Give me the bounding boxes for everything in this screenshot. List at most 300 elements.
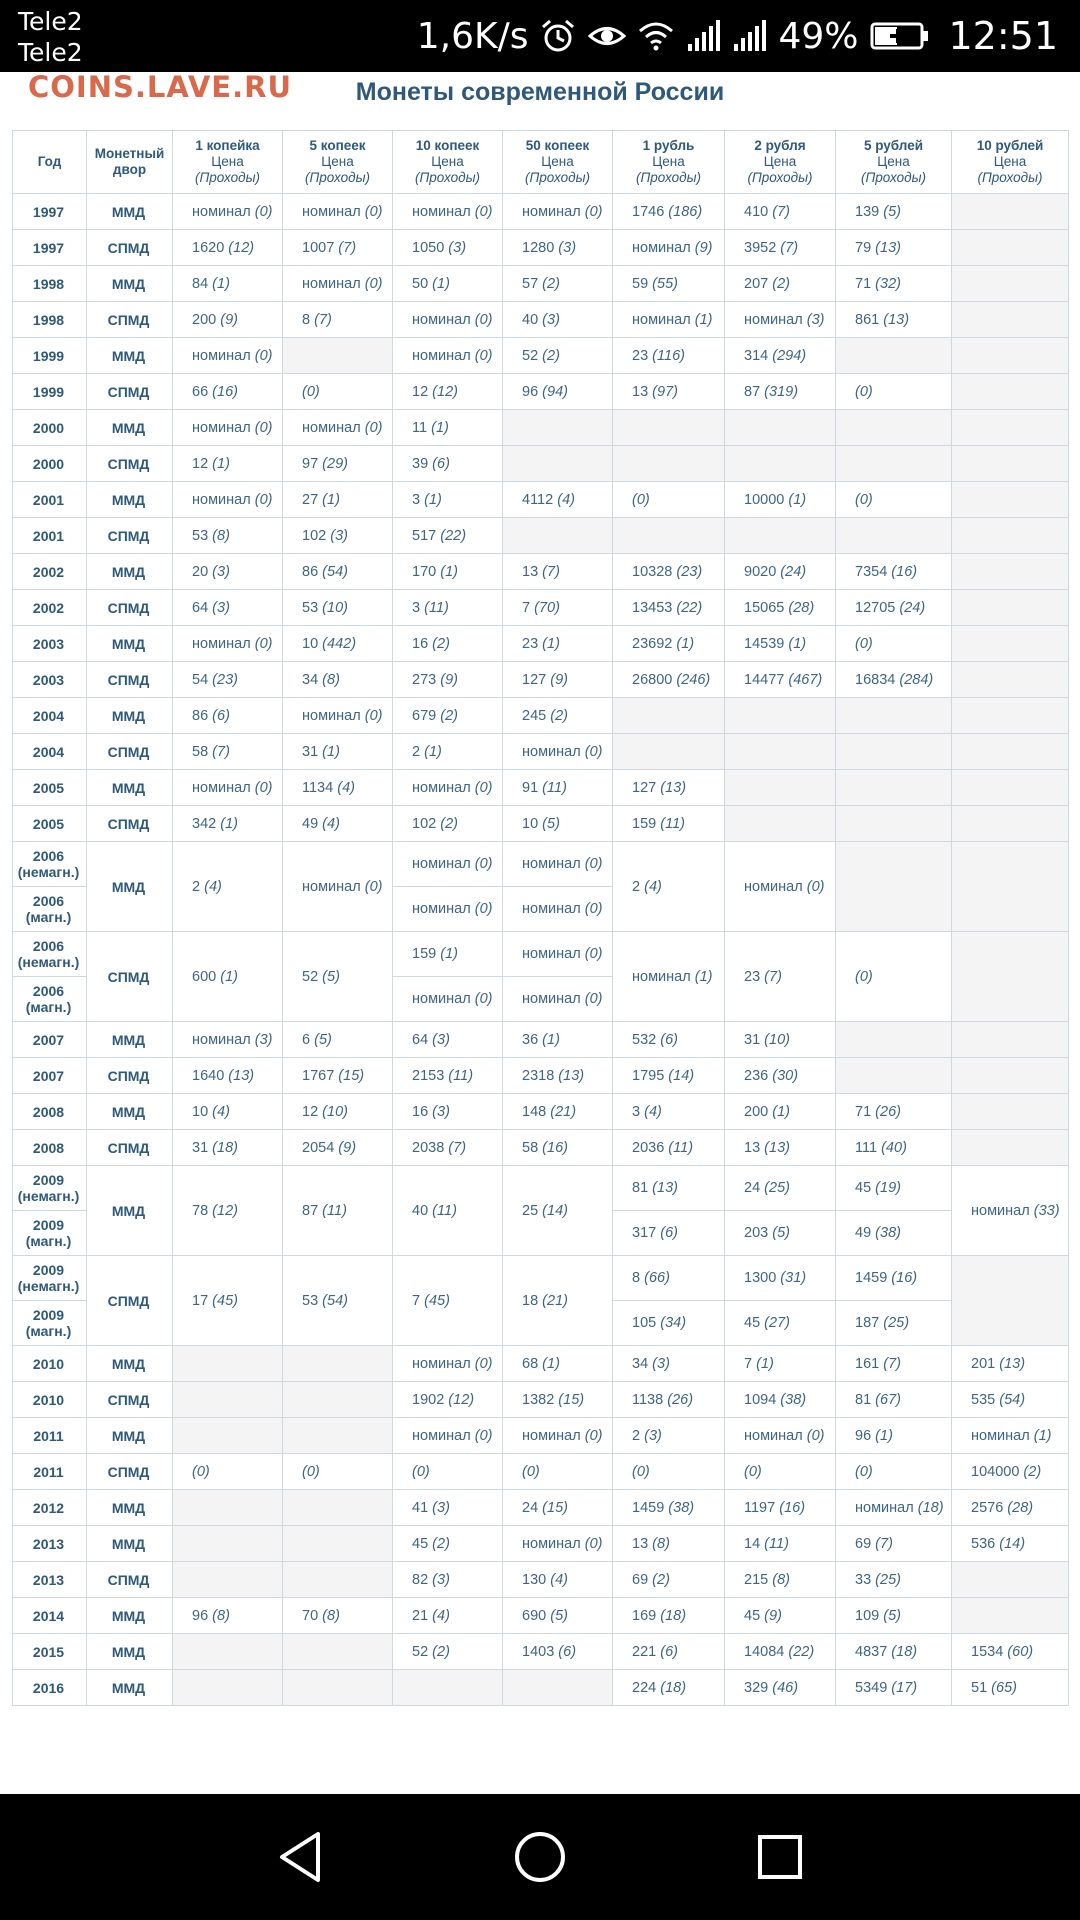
price-value: 3	[632, 1103, 641, 1120]
empty-cell	[283, 1670, 393, 1706]
price-value: 236	[744, 1067, 769, 1084]
passes-count: (1)	[220, 815, 238, 832]
passes-count: (1)	[1033, 1427, 1052, 1444]
wifi-icon	[638, 21, 674, 51]
price-cell	[836, 374, 952, 410]
price-value: 159	[412, 946, 437, 962]
price-cell	[613, 1166, 725, 1211]
passes-count: (12)	[432, 383, 458, 400]
price-value: номинал	[971, 1427, 1030, 1444]
passes-count: (1)	[424, 743, 442, 760]
price-value: номинал	[302, 878, 361, 895]
price-cell	[836, 1382, 952, 1418]
price-value: 96	[192, 1607, 209, 1624]
passes-value: 54	[1004, 1391, 1021, 1408]
passes-count: (1)	[694, 968, 713, 985]
table-row	[13, 734, 1069, 770]
empty-cell	[503, 446, 613, 482]
empty-cell	[613, 446, 725, 482]
passes-value: 1	[547, 635, 556, 652]
passes-value: 0	[306, 1463, 315, 1480]
price-cell	[283, 482, 393, 518]
passes-count: (66)	[644, 1270, 670, 1286]
header-denom	[952, 131, 1069, 194]
mint-cell: ММД	[87, 554, 173, 590]
empty-cell	[836, 734, 952, 770]
status-icons	[417, 0, 1058, 72]
price-cell	[503, 734, 613, 770]
table-row	[13, 770, 1069, 806]
price-value: 13	[632, 383, 649, 400]
price-cell	[393, 806, 503, 842]
price-value: 13	[744, 1139, 761, 1156]
price-cell	[836, 1130, 952, 1166]
passes-count: (8)	[322, 1607, 340, 1624]
price-value: 52	[522, 347, 539, 364]
price-cell	[952, 1454, 1069, 1490]
year-cell: 2013	[13, 1562, 87, 1598]
passes-count: (6)	[660, 1225, 678, 1241]
price-value: 2576	[971, 1499, 1004, 1516]
passes-value: 46	[777, 1679, 794, 1696]
price-cell	[393, 1382, 503, 1418]
price-value: 10	[302, 635, 319, 652]
mint-cell: СПМД	[87, 806, 173, 842]
price-value: 600	[192, 968, 217, 985]
price-value: 4837	[855, 1643, 888, 1660]
passes-count: (18)	[917, 1499, 944, 1516]
price-value: 58	[522, 1139, 539, 1156]
passes-value: 8	[327, 671, 336, 688]
passes-value: 0	[479, 347, 488, 364]
price-cell	[393, 698, 503, 734]
table-row	[13, 338, 1069, 374]
price-value: 102	[412, 815, 437, 832]
table-row	[13, 1598, 1069, 1634]
price-cell	[725, 626, 836, 662]
price-value: 13	[522, 563, 539, 580]
empty-cell	[952, 932, 1069, 1022]
price-cell	[725, 338, 836, 374]
price-cell	[503, 662, 613, 698]
empty-cell	[503, 1670, 613, 1706]
passes-count: (12)	[212, 1202, 238, 1219]
price-value: 203	[744, 1225, 769, 1241]
price-cell	[393, 302, 503, 338]
passes-count: (0)	[584, 743, 603, 760]
passes-count: (13)	[883, 311, 910, 328]
passes-value: 1	[327, 491, 336, 508]
price-cell	[836, 1256, 952, 1301]
passes-value: 4	[562, 491, 571, 508]
passes-count: (13)	[999, 1355, 1026, 1372]
passes-value: 11	[453, 1067, 469, 1084]
price-cell	[613, 554, 725, 590]
passes-count: (28)	[788, 599, 815, 616]
denom-name: 10 рублей	[976, 138, 1044, 153]
passes-value: 1	[880, 1427, 889, 1444]
passes-count: (0)	[302, 383, 320, 400]
price-value: 24	[522, 1499, 539, 1516]
price-value: 86	[302, 563, 319, 580]
price-cell	[613, 194, 725, 230]
price-cell	[393, 662, 503, 698]
passes-value: 6	[665, 1031, 674, 1048]
passes-count: (13)	[652, 1180, 678, 1196]
passes-value: 5	[888, 1607, 897, 1624]
empty-cell	[173, 1670, 283, 1706]
recents-button[interactable]	[720, 1794, 840, 1920]
price-label: Цена	[321, 154, 354, 169]
passes-count: (11)	[660, 815, 685, 832]
passes-value: 22	[793, 1643, 810, 1660]
price-value: 13453	[632, 599, 673, 616]
passes-count: (11)	[764, 1535, 789, 1552]
year-cell: 2001	[13, 518, 87, 554]
mint-cell: ММД	[87, 410, 173, 446]
passes-count: (0)	[474, 311, 493, 328]
price-cell	[283, 302, 393, 338]
passes-value: 4	[327, 815, 336, 832]
mint-cell: ММД	[87, 1346, 173, 1382]
price-value: 1134	[302, 779, 334, 796]
empty-cell	[836, 446, 952, 482]
passes-count: (4)	[644, 878, 662, 895]
year-cell: 2011	[13, 1418, 87, 1454]
table-row	[13, 1256, 1069, 1301]
price-cell	[393, 626, 503, 662]
price-value: 96	[855, 1427, 872, 1444]
passes-value: 1	[445, 946, 454, 962]
passes-value: 6	[665, 1225, 674, 1241]
mint-cell: ММД	[87, 1526, 173, 1562]
home-button[interactable]	[480, 1794, 600, 1920]
passes-count: (15)	[338, 1067, 365, 1084]
price-cell	[725, 1418, 836, 1454]
price-cell	[725, 230, 836, 266]
passes-value: 13	[665, 779, 682, 796]
passes-value: 3	[648, 1427, 658, 1444]
price-value: 23	[632, 347, 649, 364]
price-cell	[725, 482, 836, 518]
price-value: 6	[302, 1031, 311, 1048]
passes-value: 5	[327, 968, 336, 985]
price-cell	[503, 1058, 613, 1094]
price-cell	[173, 1454, 283, 1490]
passes-value: 0	[589, 901, 598, 917]
passes-value: 25	[769, 1180, 786, 1196]
passes-count: (11)	[424, 599, 449, 616]
price-cell	[725, 1022, 836, 1058]
passes-value: 2	[445, 815, 454, 832]
passes-value: 29	[327, 455, 344, 472]
passes-value: 9	[555, 671, 564, 688]
passes-value: 14	[1004, 1535, 1021, 1552]
price-value: номинал	[522, 1535, 581, 1552]
passes-count: (14)	[542, 1202, 568, 1219]
passes-count: (60)	[1007, 1643, 1034, 1660]
price-value: 45	[744, 1315, 761, 1331]
status-bar	[0, 0, 1080, 72]
price-cell	[393, 932, 503, 977]
empty-cell	[283, 1490, 393, 1526]
passes-value: 2	[445, 707, 454, 724]
passes-count: (19)	[875, 1180, 901, 1196]
price-cell	[173, 446, 283, 482]
passes-count: (0)	[584, 856, 603, 872]
passes-value: 23	[217, 671, 234, 688]
passes-value: 1	[428, 491, 438, 508]
passes-count: (23)	[212, 671, 238, 688]
passes-value: 2	[547, 275, 556, 292]
passes-value: 15	[547, 1499, 564, 1516]
price-value: 53	[302, 1292, 319, 1309]
passes-value: 11	[437, 1202, 453, 1219]
passes-count: (13)	[764, 1139, 790, 1156]
price-cell	[173, 1058, 283, 1094]
price-cell	[503, 482, 613, 518]
mint-cell: ММД	[87, 1634, 173, 1670]
price-value: номинал	[302, 707, 361, 724]
price-cell	[613, 1454, 725, 1490]
price-cell	[283, 1454, 393, 1490]
passes-count: (4)	[644, 1103, 662, 1120]
price-cell	[173, 410, 283, 446]
passes-count: (1)	[542, 1355, 560, 1372]
battery-percent: 49%	[778, 15, 859, 57]
passes-value: 1	[428, 743, 438, 760]
price-value: номинал	[192, 779, 251, 796]
year-cell: 1997	[13, 194, 87, 230]
price-value: номинал	[522, 901, 581, 917]
price-value: номинал	[302, 419, 361, 436]
passes-value: 1	[437, 275, 446, 292]
price-cell	[725, 374, 836, 410]
price-cell	[503, 1346, 613, 1382]
passes-count: (3)	[558, 239, 577, 256]
carrier-labels	[18, 6, 83, 68]
price-value: 45	[412, 1535, 429, 1552]
price-value: 10328	[632, 563, 673, 580]
header-denom	[173, 131, 283, 194]
price-value: 111	[855, 1139, 878, 1156]
passes-count: (3)	[652, 1355, 670, 1372]
passes-value: 2	[547, 347, 556, 364]
passes-value: 13	[657, 1180, 674, 1196]
passes-count: (11)	[432, 1202, 457, 1219]
price-cell	[613, 626, 725, 662]
price-cell	[503, 806, 613, 842]
price-value: 14084	[744, 1643, 785, 1660]
passes-count: (0)	[474, 203, 493, 220]
passes-count: (13)	[228, 1067, 255, 1084]
price-value: номинал	[744, 878, 803, 895]
passes-count: (16)	[542, 1139, 568, 1156]
passes-count: (0)	[855, 635, 873, 652]
passes-count: (0)	[522, 1463, 540, 1480]
passes-count: (6)	[432, 455, 450, 472]
passes-value: 3	[453, 239, 462, 256]
price-cell	[836, 1211, 952, 1256]
passes-value: 2	[437, 1643, 446, 1660]
price-cell	[725, 266, 836, 302]
price-value: 1094	[744, 1391, 777, 1408]
price-cell	[836, 662, 952, 698]
passes-count: (29)	[322, 455, 348, 472]
price-cell	[503, 1562, 613, 1598]
price-cell	[173, 1130, 283, 1166]
price-value: 16	[412, 1103, 429, 1120]
passes-value: 0	[479, 311, 488, 328]
price-cell	[393, 590, 503, 626]
price-cell	[503, 374, 613, 410]
passes-value: 4	[648, 1103, 658, 1120]
mint-cell: СПМД	[87, 662, 173, 698]
price-cell	[173, 1256, 283, 1346]
price-cell	[613, 1256, 725, 1301]
price-value: 105	[632, 1315, 657, 1331]
passes-count: (5)	[883, 203, 901, 220]
price-value: 12	[192, 455, 209, 472]
price-value: 79	[855, 239, 872, 256]
passes-label: (Проходы)	[305, 170, 370, 185]
price-cell	[952, 1418, 1069, 1454]
passes-value: 0	[636, 1463, 645, 1480]
year-cell: 1998	[13, 302, 87, 338]
coin-price-table	[12, 130, 1068, 1706]
passes-value: 10	[327, 1103, 344, 1120]
year-cell: 2006 (немагн.)	[13, 932, 87, 977]
passes-value: 294	[777, 347, 802, 364]
empty-cell	[283, 1346, 393, 1382]
year-cell: 2015	[13, 1634, 87, 1670]
price-value: 31	[302, 743, 319, 760]
passes-count: (0)	[364, 878, 383, 895]
passes-count: (3)	[542, 311, 560, 328]
passes-count: (284)	[899, 671, 934, 688]
price-value: 2038	[412, 1139, 445, 1156]
passes-value: 1	[777, 1103, 786, 1120]
passes-count: (54)	[999, 1391, 1026, 1408]
year-cell: 1997	[13, 230, 87, 266]
price-cell	[836, 1094, 952, 1130]
price-cell	[952, 1670, 1069, 1706]
passes-value: 24	[785, 563, 802, 580]
passes-value: 9	[769, 1607, 778, 1624]
navigation-bar	[0, 1794, 1080, 1920]
price-value: номинал	[744, 1427, 803, 1444]
passes-value: 54	[327, 563, 344, 580]
passes-count: (10)	[764, 1031, 790, 1048]
price-value: 200	[744, 1103, 769, 1120]
price-cell	[283, 1598, 393, 1634]
back-button[interactable]	[240, 1794, 360, 1920]
passes-value: 0	[369, 275, 378, 292]
site-logo[interactable]: COINS.LAVE.RU	[28, 70, 293, 104]
passes-value: 16	[896, 563, 913, 580]
price-cell	[393, 1454, 503, 1490]
price-value: 27	[302, 491, 319, 508]
price-value: номинал	[412, 1427, 471, 1444]
passes-value: 6	[217, 707, 226, 724]
passes-value: 0	[416, 1463, 425, 1480]
passes-count: (16)	[891, 1270, 918, 1286]
price-value: 45	[744, 1607, 761, 1624]
price-value: 127	[632, 779, 657, 796]
empty-cell	[503, 410, 613, 446]
passes-count: (0)	[855, 968, 873, 985]
passes-value: 12	[217, 1202, 234, 1219]
empty-cell	[836, 338, 952, 374]
price-value: 87	[302, 1202, 319, 1219]
price-cell	[613, 482, 725, 518]
passes-value: 0	[369, 419, 378, 436]
price-cell	[173, 590, 283, 626]
passes-count: (0)	[364, 275, 383, 292]
price-cell	[393, 770, 503, 806]
passes-count: (0)	[474, 991, 493, 1007]
price-value: 53	[302, 599, 319, 616]
price-cell	[393, 374, 503, 410]
passes-value: 0	[259, 635, 268, 652]
passes-count: (1)	[322, 491, 340, 508]
passes-value: 3	[335, 527, 344, 544]
empty-cell	[613, 698, 725, 734]
passes-value: 8	[777, 1571, 786, 1588]
passes-count: (16)	[212, 383, 238, 400]
passes-value: 70	[538, 599, 556, 616]
passes-count: (3)	[432, 1499, 450, 1516]
passes-value: 3	[259, 1031, 268, 1048]
price-cell	[173, 1022, 283, 1058]
passes-count: (46)	[772, 1679, 799, 1696]
price-value: номинал	[192, 203, 251, 220]
price-cell	[725, 1382, 836, 1418]
price-value: 104000	[971, 1463, 1020, 1480]
passes-value: 18	[665, 1607, 682, 1624]
passes-count: (2)	[652, 1571, 670, 1588]
price-cell	[173, 554, 283, 590]
passes-count: (6)	[212, 707, 230, 724]
empty-cell	[952, 518, 1069, 554]
price-cell	[613, 1130, 725, 1166]
price-value: 58	[192, 743, 209, 760]
empty-cell	[725, 698, 836, 734]
passes-count: (16)	[891, 563, 918, 580]
passes-count: (7)	[764, 968, 782, 985]
carrier-1: Tele2	[18, 7, 83, 36]
price-cell	[393, 446, 503, 482]
year-cell: 2002	[13, 590, 87, 626]
year-cell: 2008	[13, 1130, 87, 1166]
passes-count: (1)	[212, 275, 230, 292]
passes-value: 0	[589, 1535, 598, 1552]
price-cell	[173, 338, 283, 374]
passes-count: (9)	[764, 1607, 782, 1624]
price-cell	[173, 518, 283, 554]
passes-count: (2)	[542, 347, 560, 364]
price-cell	[613, 590, 725, 626]
passes-value: 7	[777, 203, 786, 220]
price-cell	[283, 932, 393, 1022]
passes-count: (116)	[652, 347, 685, 364]
passes-value: 21	[555, 1103, 572, 1120]
empty-cell	[283, 1526, 393, 1562]
table-row	[13, 626, 1069, 662]
passes-value: 7	[769, 968, 778, 985]
passes-count: (1)	[756, 1355, 774, 1372]
price-value: 25	[522, 1202, 539, 1219]
